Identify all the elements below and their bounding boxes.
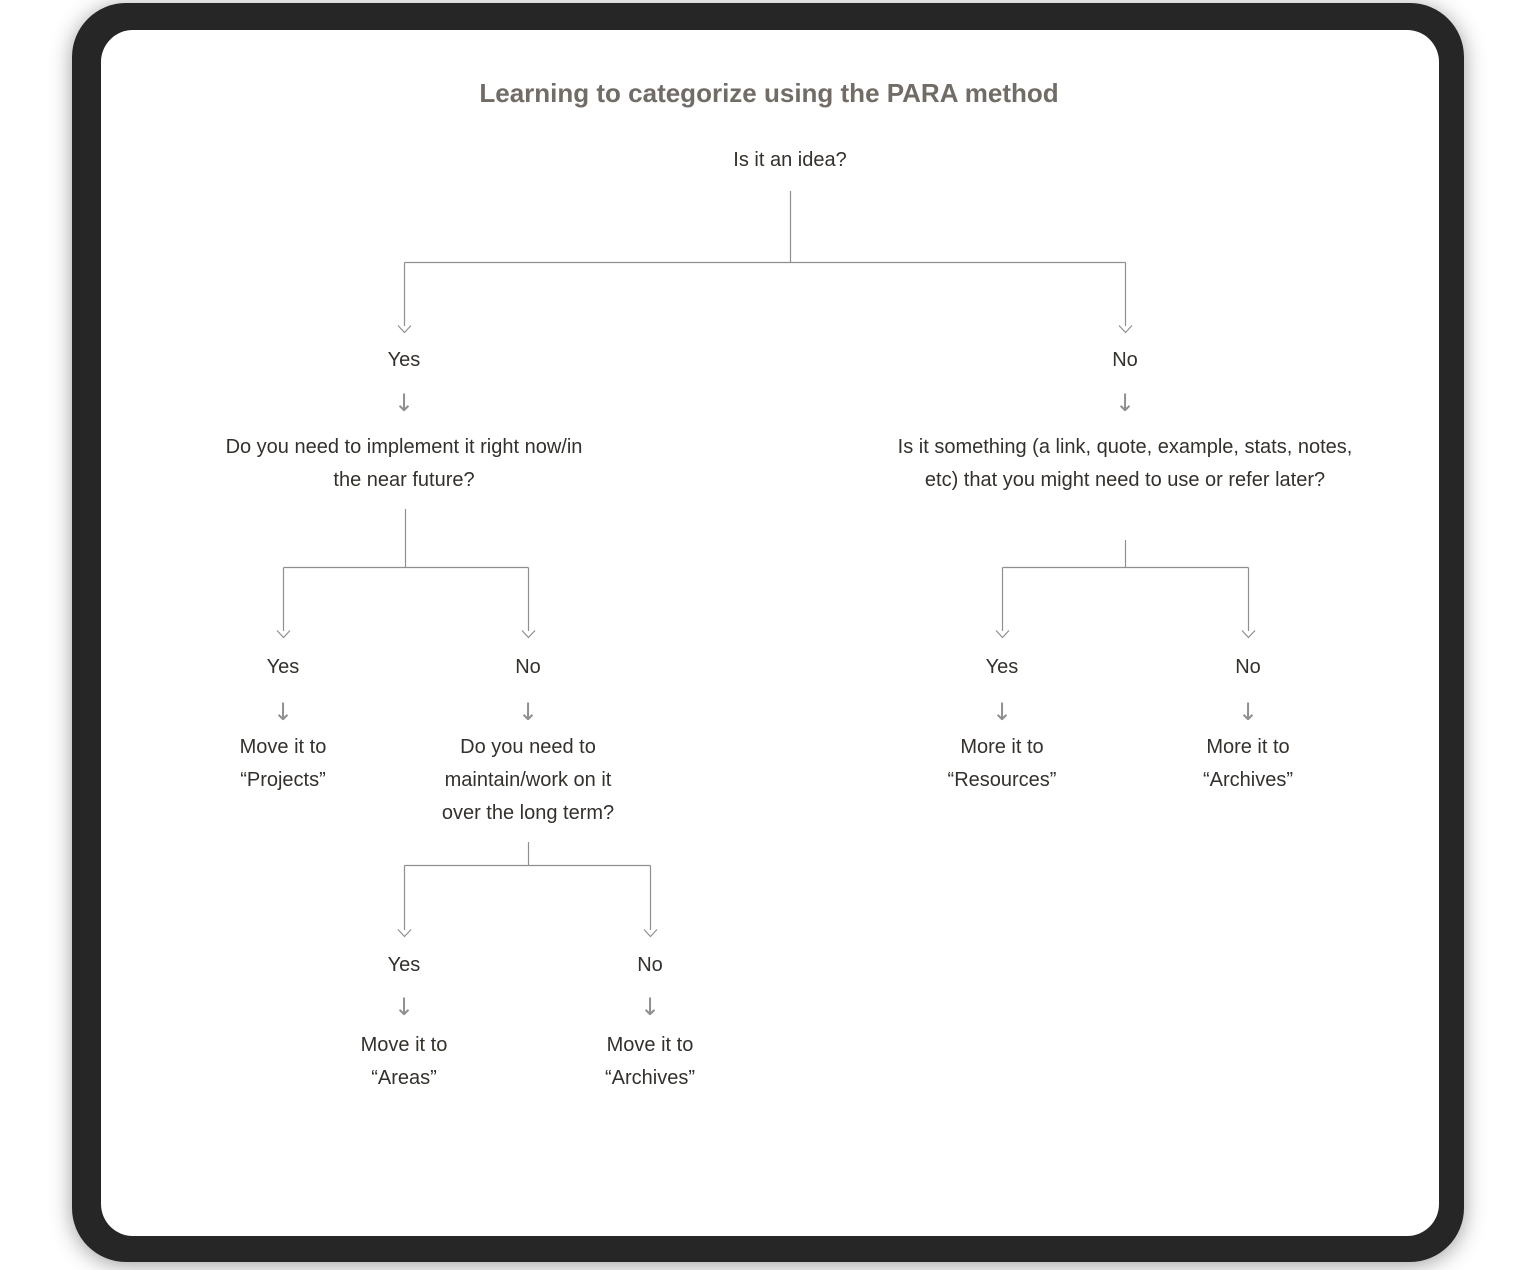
- down-arrow-icon: ↓: [639, 993, 661, 1021]
- down-arrow-icon: ↓: [1114, 389, 1136, 417]
- branch-label-yes-2: Yes: [266, 656, 300, 678]
- branch-label-no-4: No: [637, 954, 663, 976]
- leaf-archives-right: More it to “Archives”: [1202, 736, 1293, 791]
- branch-label-yes-4: Yes: [387, 954, 421, 976]
- diagram-title: Learning to categorize using the PARA method: [479, 78, 1059, 108]
- down-arrow-icon: ↓: [393, 389, 415, 417]
- down-arrow-icon: ↓: [991, 698, 1013, 726]
- node-root-question: Is it an idea?: [733, 149, 847, 171]
- down-arrow-icon: ↓: [272, 698, 294, 726]
- leaf-areas: Move it to “Areas”: [360, 1034, 448, 1089]
- branch-label-no-2: No: [515, 656, 541, 678]
- branch-label-yes-1: Yes: [387, 349, 421, 371]
- node-maintain-question: Do you need to maintain/work on it over the long term?: [441, 736, 615, 824]
- down-arrow-icon: ↓: [1237, 698, 1259, 726]
- branch-label-no-3: No: [1235, 656, 1261, 678]
- branch-label-yes-3: Yes: [985, 656, 1019, 678]
- branch-label-no-1: No: [1112, 349, 1138, 371]
- node-implement-question: Do you need to implement it right now/in the near future?: [225, 436, 583, 491]
- leaf-resources: More it to “Resources”: [947, 736, 1057, 791]
- leaf-archives-bottom: Move it to “Archives”: [604, 1034, 695, 1089]
- down-arrow-icon: ↓: [517, 698, 539, 726]
- down-arrow-icon: ↓: [393, 993, 415, 1021]
- node-reference-question: Is it something (a link, quote, example, stats, notes, etc) that you might need to use or refer later?: [897, 436, 1353, 491]
- canvas-card: [101, 30, 1439, 1236]
- leaf-projects: Move it to “Projects”: [239, 736, 327, 791]
